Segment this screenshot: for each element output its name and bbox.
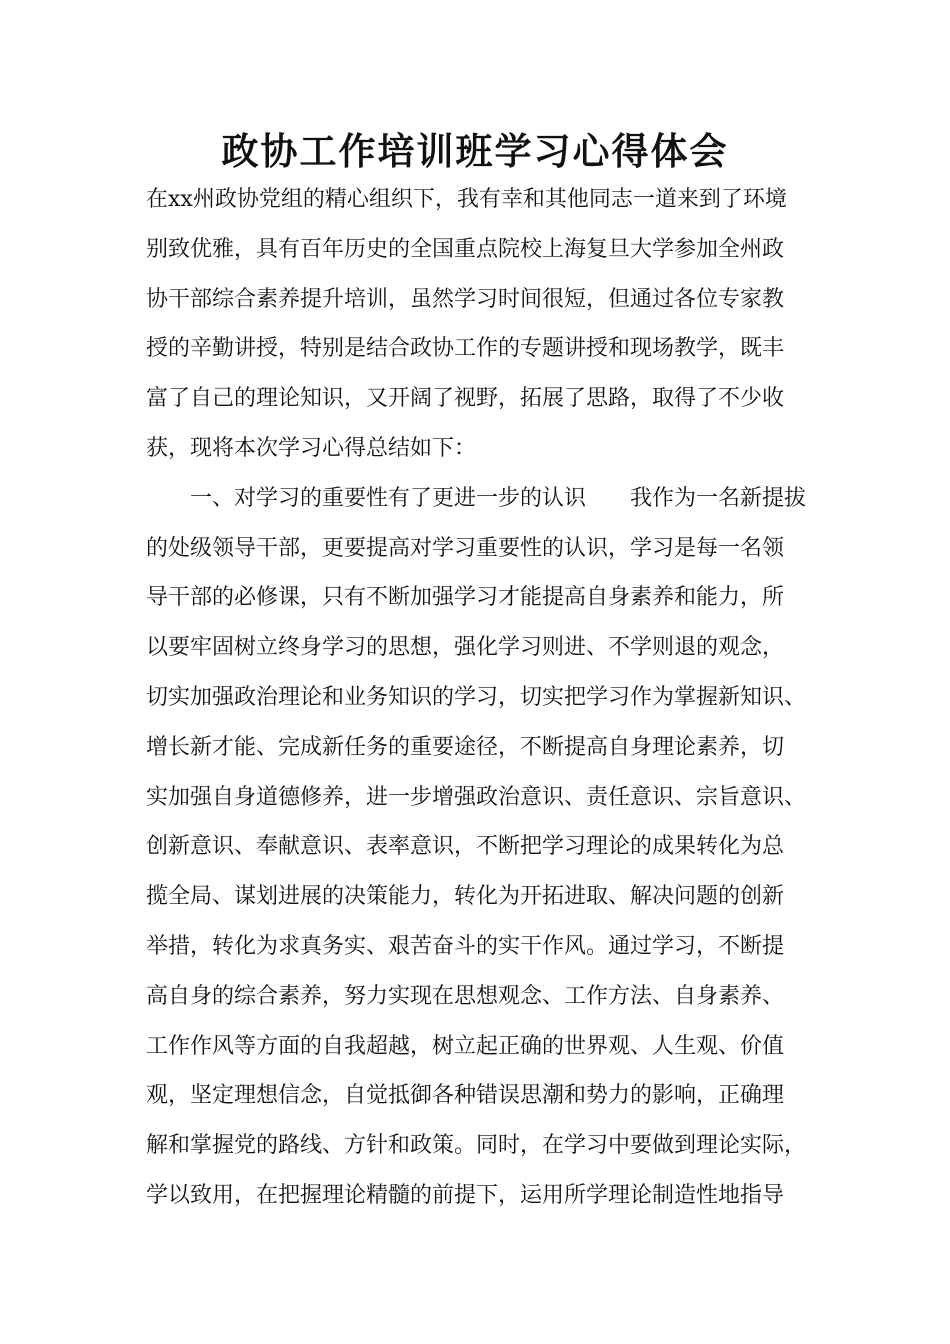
body-line: 举措，转化为求真务实、艰苦奋斗的实干作风。通过学习，不断提 [146, 933, 785, 959]
body-line: 以要牢固树立终身学习的思想，强化学习则进、不学则退的观念， [146, 635, 785, 661]
body-line: 高自身的综合素养，努力实现在思想观念、工作方法、自身素养、 [146, 983, 785, 1009]
body-line: 的处级领导干部，更要提高对学习重要性的认识，学习是每一名领 [146, 535, 785, 561]
document-body [146, 175, 836, 1221]
body-line: 增长新才能、完成新任务的重要途径，不断提高自身理论素养，切 [146, 734, 785, 760]
body-line: 实加强自身道德修养，进一步增强政治意识、责任意识、宗旨意识、 [146, 784, 807, 810]
body-line: 切实加强政治理论和业务知识的学习，切实把学习作为掌握新知识、 [146, 684, 807, 710]
body-line: 工作作风等方面的自我超越，树立起正确的世界观、人生观、价值 [146, 1033, 785, 1059]
body-line: 获，现将本次学习心得总结如下： [146, 435, 477, 461]
body-line: 导干部的必修课，只有不断加强学习才能提高自身素养和能力，所 [146, 585, 785, 611]
body-line: 创新意识、奉献意识、表率意识，不断把学习理论的成果转化为总 [146, 834, 785, 860]
body-line: 富了自己的理论知识，又开阔了视野，拓展了思路，取得了不少收 [146, 386, 785, 412]
body-line: 别致优雅，具有百年历史的全国重点院校上海复旦大学参加全州政 [146, 236, 785, 262]
body-line: 在xx州政协党组的精心组织下，我有幸和其他同志一道来到了环境 [146, 187, 787, 212]
section-heading-line: 一、对学习的重要性有了更进一步的认识 我作为一名新提拔 [190, 485, 807, 511]
body-line: 授的辛勤讲授，特别是结合政协工作的专题讲授和现场教学，既丰 [146, 336, 785, 362]
body-line: 解和掌握党的路线、方针和政策。同时，在学习中要做到理论实际， [146, 1133, 807, 1159]
body-line: 观，坚定理想信念，自觉抵御各种错误思潮和势力的影响，正确理 [146, 1083, 785, 1109]
document-title: 政协工作培训班学习心得体会 [221, 130, 729, 173]
body-line: 揽全局、谋划进展的决策能力，转化为开拓进取、解决问题的创新 [146, 884, 785, 910]
body-line: 学以致用，在把握理论精髓的前提下，运用所学理论制造性地指导 [146, 1182, 785, 1208]
body-line: 协干部综合素养提升培训，虽然学习时间很短，但通过各位专家教 [146, 286, 785, 312]
